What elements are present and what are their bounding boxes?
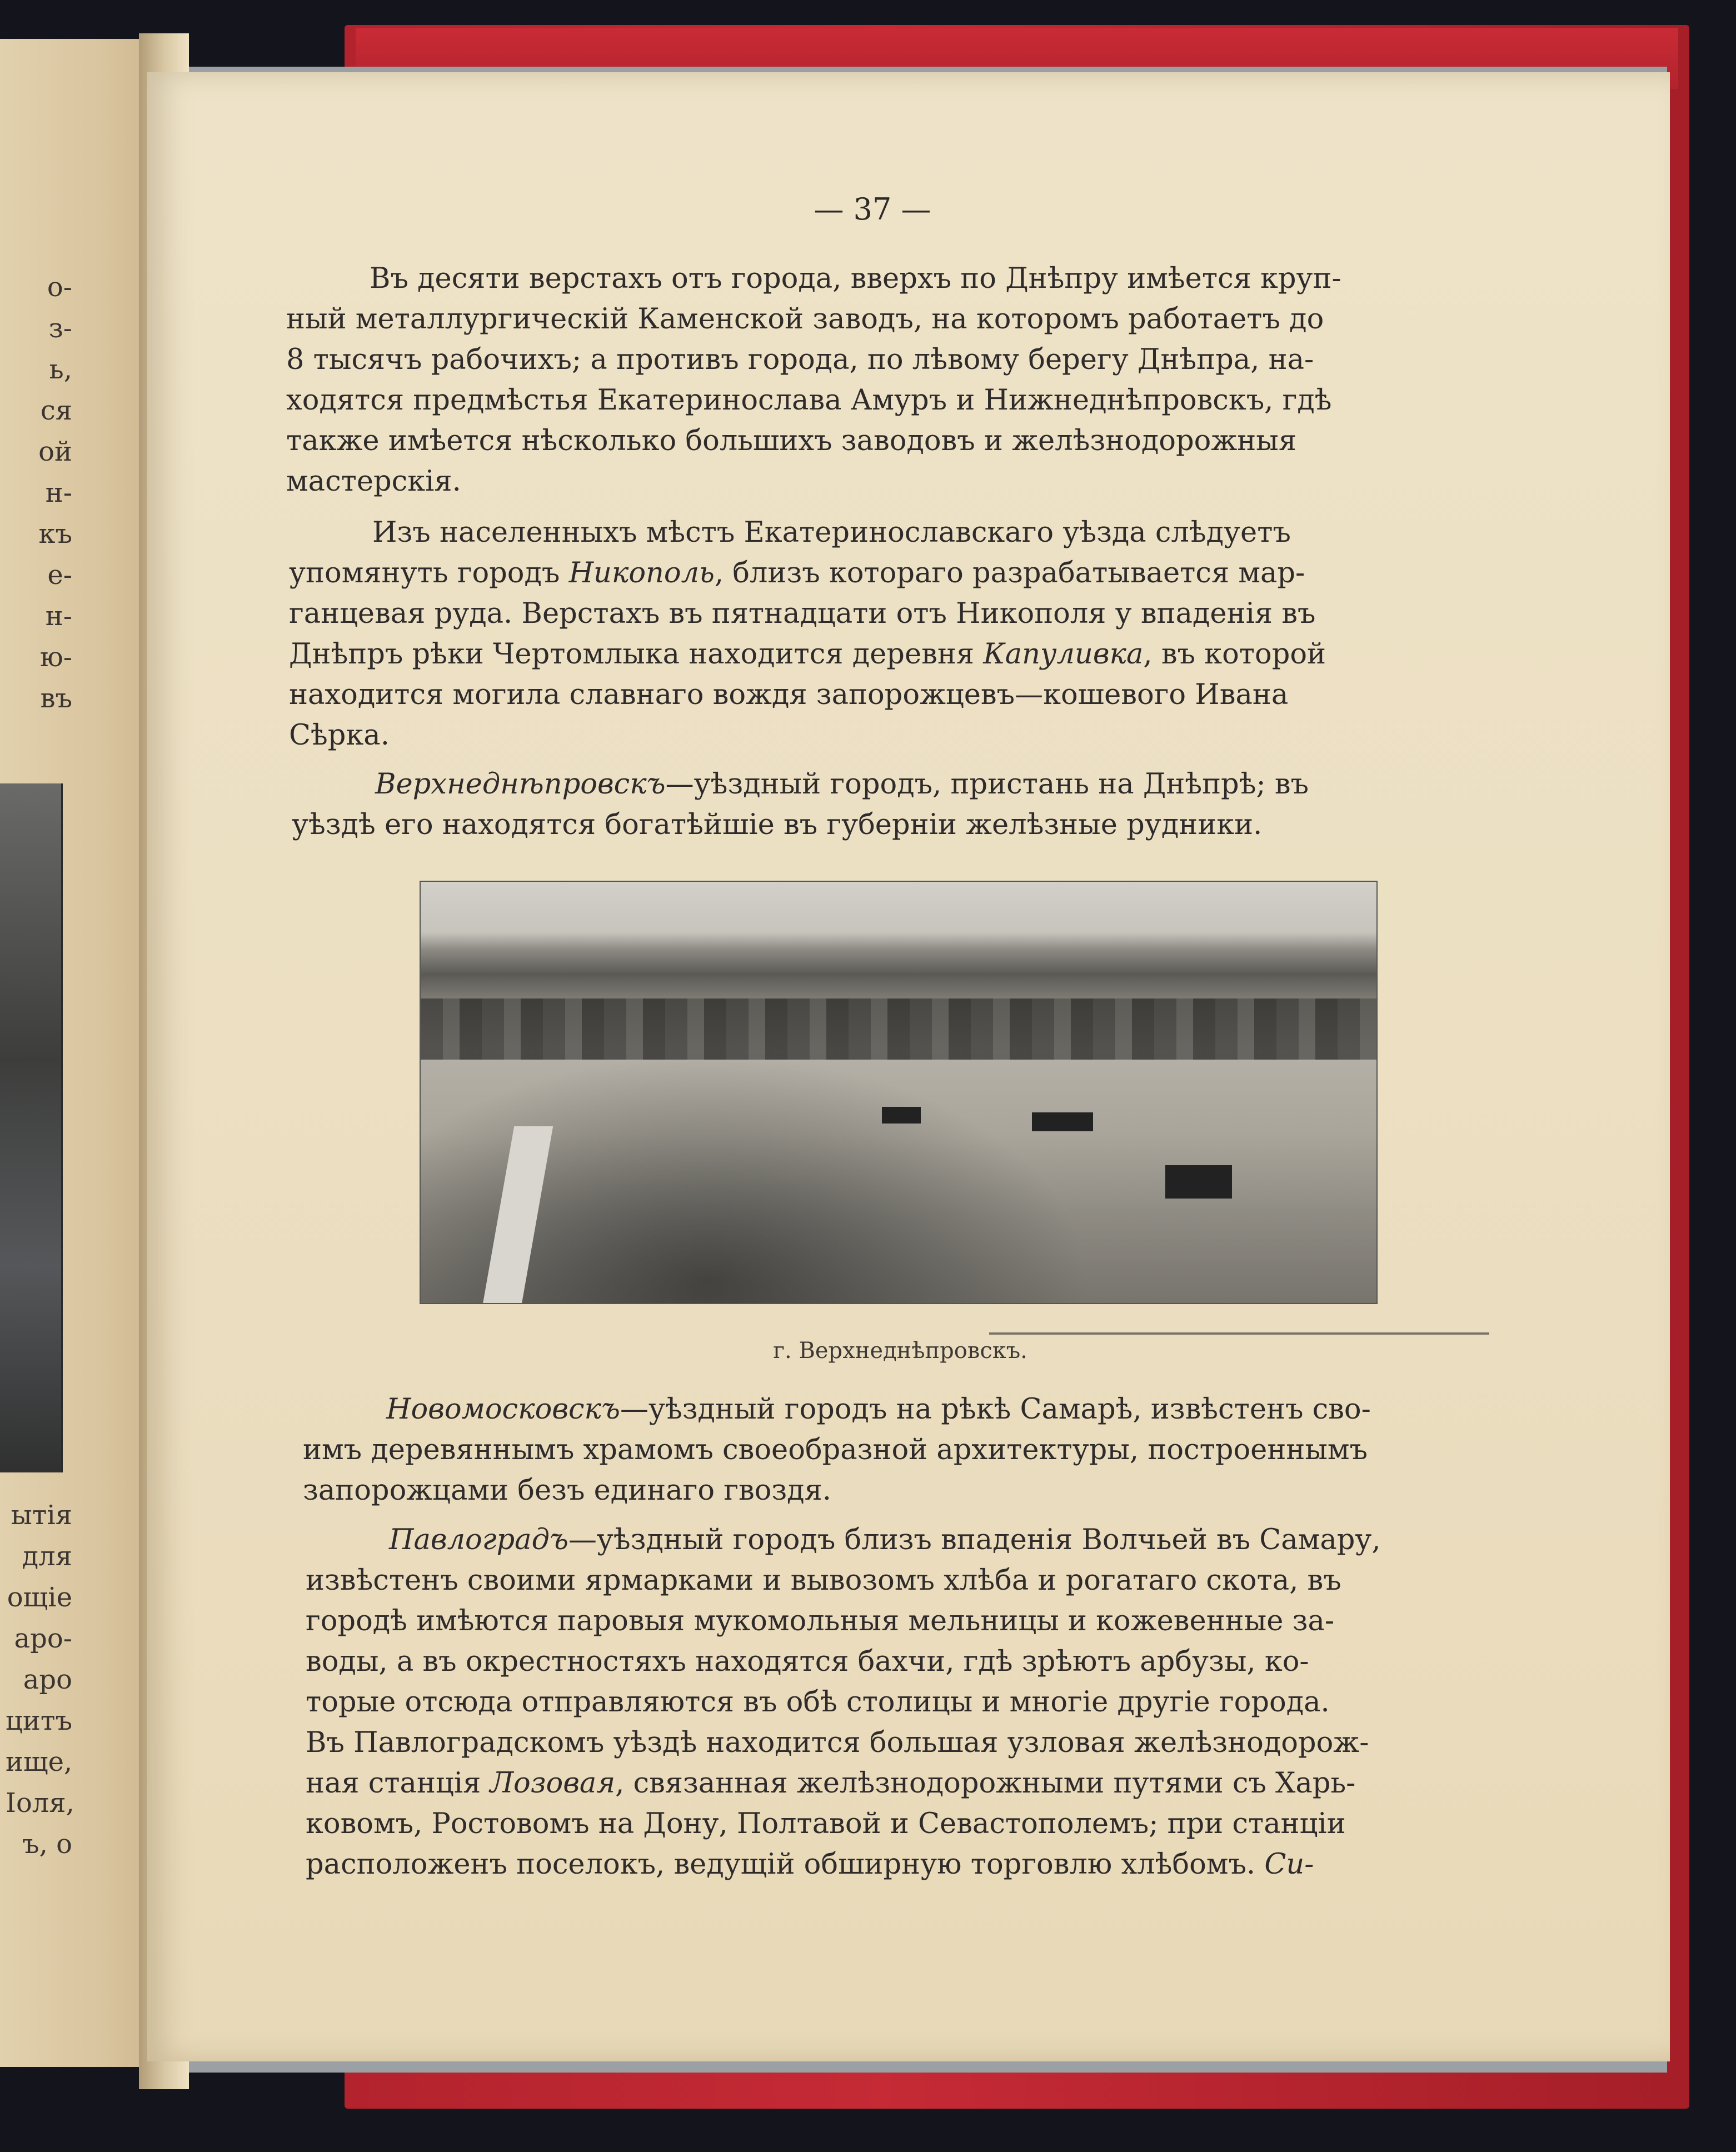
paragraph-novomoskovsk: [303, 1389, 1498, 1511]
previous-page-text-top: [6, 267, 72, 719]
previous-page-fragment: н-: [45, 601, 72, 632]
previous-page-fragment: въ: [40, 683, 72, 714]
page-number: — 37 —: [814, 192, 931, 227]
photo-treeline: [421, 998, 1376, 1060]
photo-wall: [483, 1126, 553, 1304]
text-line: имъ деревяннымъ храмомъ своеобразной архитектуры, построеннымъ: [303, 1434, 1368, 1466]
paragraph-kamenskoy-zavod: [286, 258, 1481, 502]
previous-page-fragment: ище,: [6, 1746, 73, 1777]
text-line: ковомъ, Ростовомъ на Дону, Полтавой и Севастополемъ; при станціи: [306, 1808, 1346, 1840]
text-line: ганцевая руда. Верстахъ въ пятнадцати отъ Никополя у впаденія въ: [289, 597, 1316, 630]
text-line: расположенъ поселокъ, ведущій обширную торговлю хлѣбомъ. Си-: [306, 1848, 1314, 1881]
photo-verkhnedneprovsk: [420, 881, 1378, 1304]
previous-page-fragment: къ: [38, 518, 72, 550]
previous-page-fragment: ь,: [49, 354, 72, 385]
text-line: ная станція Лозовая, связанная желѣзнодорожными путями съ Харь-: [306, 1767, 1356, 1800]
text-line: Въ десяти верстахъ отъ города, вверхъ по Днѣпру имѣется круп-: [370, 262, 1341, 295]
text-line: Павлоградъ—уѣздный городъ близъ впаденія Волчьей въ Самару,: [389, 1524, 1381, 1556]
paragraph-nikopol: [289, 512, 1484, 756]
previous-page-photo-fragment: [0, 783, 63, 1472]
text-line: Изъ населенныхъ мѣстъ Екатеринославскаго уѣзда слѣдуетъ: [372, 516, 1291, 549]
previous-page-fragment: цитъ: [6, 1705, 72, 1736]
previous-page-fragment: з-: [48, 313, 72, 344]
previous-page-fragment: ю-: [39, 642, 72, 673]
text-line: Днѣпръ рѣки Чертомлыка находится деревня Капуливка, въ которой: [289, 638, 1326, 671]
photo-cart: [1032, 1112, 1093, 1131]
text-line: ный металлургическій Каменской заводъ, на которомъ работаетъ до: [286, 303, 1324, 336]
photo-caption: г. Верхнеднѣпровскъ.: [773, 1338, 1027, 1364]
text-line: городѣ имѣются паровыя мукомольныя мельницы и кожевенные за-: [306, 1605, 1335, 1637]
previous-page-fragment: ытія: [11, 1500, 72, 1531]
photo-cart: [1165, 1165, 1232, 1199]
previous-page-fragment: ой: [38, 436, 72, 467]
previous-page-fragment: н-: [45, 477, 72, 508]
photo-cart: [882, 1107, 921, 1124]
text-line: уѣздѣ его находятся богатѣйшіе въ губерніи желѣзные рудники.: [292, 808, 1263, 841]
previous-page-fragment: для: [22, 1541, 72, 1572]
previous-page-fragment: ощіе: [7, 1582, 72, 1613]
text-line: извѣстенъ своими ярмарками и вывозомъ хлѣба и рогатаго скота, въ: [306, 1564, 1341, 1597]
text-line: торые отсюда отправляются въ обѣ столицы и многіе другіе города.: [306, 1686, 1330, 1719]
text-line: Въ Павлоградскомъ уѣздѣ находится большая узловая желѣзнодорож-: [306, 1726, 1369, 1759]
text-line: запорожцами безъ единаго гвоздя.: [303, 1474, 831, 1507]
caption-rule: [989, 1332, 1489, 1335]
paragraph-verkhnedneprovsk: [292, 764, 1486, 845]
text-line: мастерскія.: [286, 465, 461, 498]
text-line: Верхнеднѣпровскъ—уѣздный городъ, пристань на Днѣпрѣ; въ: [375, 768, 1309, 801]
previous-page-text-bottom: [6, 1495, 72, 1865]
previous-page-fragment: е-: [47, 560, 72, 591]
previous-page-fragment: о-: [47, 272, 72, 303]
previous-page-fragment: аро: [23, 1664, 72, 1695]
text-line: находится могила славнаго вождя запорожцевъ—кошевого Ивана: [289, 678, 1289, 711]
text-line: 8 тысячъ рабочихъ; а противъ города, по лѣвому берегу Днѣпра, на-: [286, 343, 1314, 376]
text-line: ходятся предмѣстья Екатеринослава Амуръ и Нижнеднѣпровскъ, гдѣ: [286, 384, 1332, 417]
previous-page-fragment: Іоля,: [6, 1787, 74, 1819]
text-line: также имѣется нѣсколько большихъ заводовъ и желѣзнодорожныя: [286, 425, 1297, 457]
previous-page-fragment: аро-: [14, 1623, 72, 1654]
paragraph-pavlograd: [306, 1520, 1500, 1885]
previous-page-fragment: ъ, о: [22, 1829, 72, 1860]
text-line: воды, а въ окрестностяхъ находятся бахчи, гдѣ зрѣютъ арбузы, ко-: [306, 1645, 1309, 1678]
previous-page-fragment: ся: [40, 395, 72, 426]
text-line: Новомосковскъ—уѣздный городъ на рѣкѣ Самарѣ, извѣстенъ сво-: [386, 1393, 1371, 1426]
text-line: Сѣрка.: [289, 719, 390, 752]
text-line: упомянуть городъ Никополь, близъ котораго разрабатывается мар-: [289, 557, 1305, 590]
